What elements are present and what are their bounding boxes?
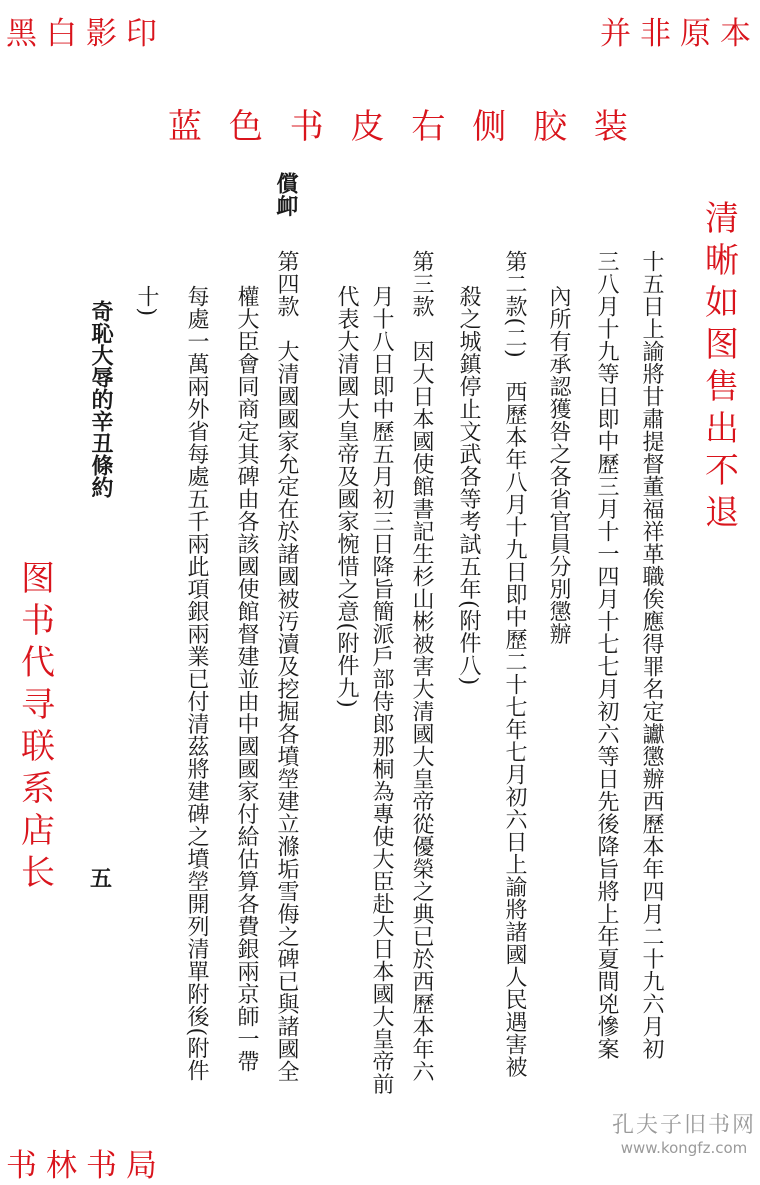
- watermark-row-1: [168, 108, 628, 146]
- watermark-top-left: 黑白影印: [6, 16, 166, 52]
- page-number: 五: [90, 866, 113, 892]
- watermark-char: 侧: [472, 107, 507, 147]
- running-title: 奇恥大辱的辛丑條約: [88, 300, 114, 498]
- text-column: 第三款 因大日本國使館書記生杉山彬被害大清國大皇帝從優榮之典已於西歷本年六: [409, 250, 434, 1083]
- text-column: 月十八日即中歷五月初三日降旨簡派戶部侍郎那桐為專使大臣赴大日本國大皇帝前: [369, 285, 394, 1095]
- watermark-char: 清: [705, 199, 739, 239]
- watermark-char: 不: [705, 451, 739, 491]
- watermark-char: 胶: [533, 107, 568, 147]
- watermark-char: 店: [21, 811, 55, 851]
- text-column: 第二款(二) 西歷本年八月十九日即中歷二十七年七月初六日上諭將諸國人民遇害被: [502, 250, 527, 1079]
- watermark-char: 售: [705, 367, 739, 407]
- watermark-char: 代: [21, 643, 55, 683]
- watermark-char: 皮: [350, 107, 385, 147]
- watermark-char: 出: [705, 409, 739, 449]
- watermark-row-3: [18, 560, 58, 892]
- kongfz-logo: [612, 1108, 756, 1157]
- text-column: 每處一萬兩外省每處五千兩此項銀兩業已付清茲將建碑之墳塋開列清單附後(附件: [184, 285, 209, 1082]
- logo-text: 孔夫子旧书网: [612, 1113, 757, 1138]
- watermark-char: 书: [289, 107, 324, 147]
- watermark-char: 退: [705, 493, 739, 533]
- watermark-char: 系: [21, 769, 55, 809]
- watermark-char: 长: [21, 853, 55, 893]
- section-header: 償卹: [273, 172, 299, 217]
- watermark-char: 图: [21, 559, 55, 599]
- text-column: 內所有承認獲咎之各省官員分別懲辦: [546, 285, 571, 645]
- text-column: 三八月十九等日即中歷三月十一四月十七七月初六等日先後降旨將上年夏間兇慘案: [594, 250, 619, 1060]
- text-column: 第四款 大清國國家允定在於諸國被汚瀆及挖掘各墳塋建立滌垢雪侮之碑已與諸國全: [274, 250, 299, 1083]
- watermark-char: 蓝: [168, 107, 202, 147]
- watermark-bottom-left: 书林书局: [6, 1148, 166, 1184]
- text-column: 殺之城鎮停止文武各等考試五年(附件八): [456, 285, 481, 686]
- text-column: 代表大清國大皇帝及國家惋惜之意(附件九): [334, 285, 359, 709]
- text-column: 權大臣會同商定其碑由各該國使館督建並由中國國家付給估算各費銀兩京師一帶: [234, 285, 259, 1073]
- watermark-top-right: 并非原本: [600, 16, 760, 52]
- watermark-char: 晰: [705, 241, 739, 281]
- watermark-char: 书: [21, 601, 55, 641]
- text-column: 十五日上諭將甘肅提督董福祥革職俟應得罪名定讞懲辦西歷本年四月二十九六月初: [639, 250, 664, 1060]
- watermark-char: 装: [593, 107, 628, 147]
- watermark-char: 寻: [21, 685, 55, 725]
- watermark-char: 如: [705, 283, 739, 323]
- logo-url: www.kongfz.com: [620, 1139, 748, 1157]
- watermark-char: 右: [411, 107, 446, 147]
- watermark-char: 图: [705, 325, 739, 365]
- text-column: 十): [134, 285, 159, 317]
- watermark-char: 联: [21, 727, 55, 767]
- watermark-row-2: [702, 200, 742, 532]
- watermark-char: 色: [228, 107, 263, 147]
